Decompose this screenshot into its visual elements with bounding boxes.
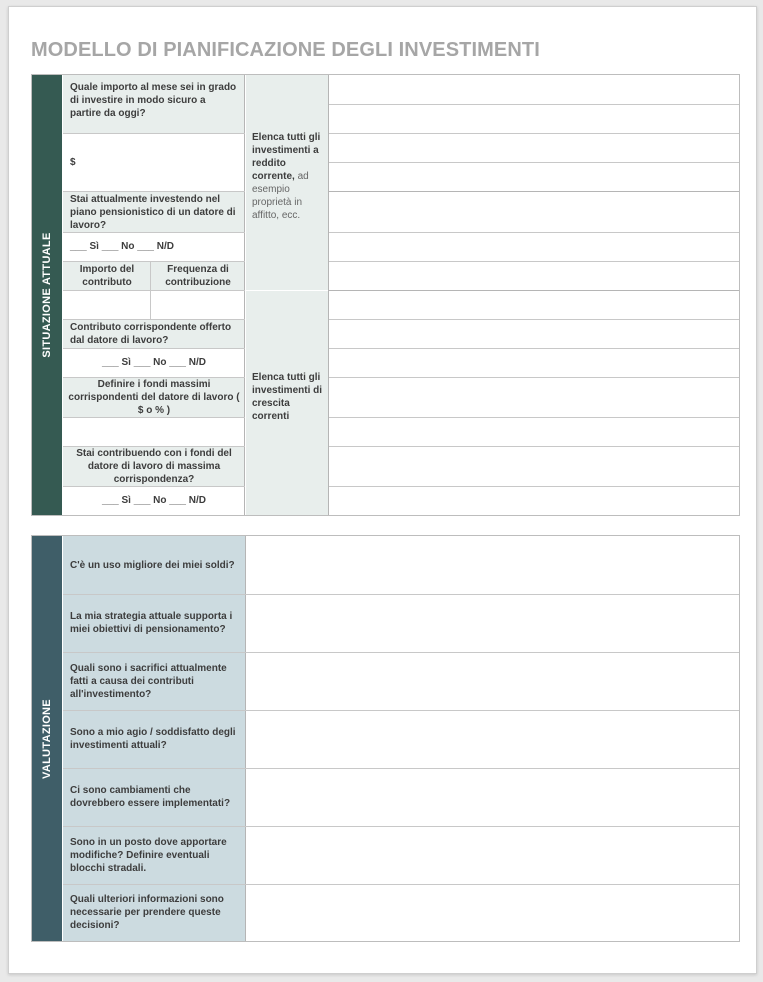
evaluation-answer-1[interactable] (246, 536, 739, 594)
page-title: MODELLO DI PIANIFICAZIONE DEGLI INVESTIMENTI (31, 39, 540, 61)
contribution-amount-header: Importo del contributo (63, 261, 151, 290)
employer-match-answer[interactable]: ___ Sì ___ No ___ N/D (63, 348, 245, 377)
evaluation-question-2: La mia strategia attuale supporta i miei obiettivi di pensionamento? (63, 594, 245, 652)
evaluation-answer-4[interactable] (246, 710, 739, 768)
employer-match-question: Contributo corrispondente offerto dal datore di lavoro? (63, 319, 245, 348)
growth-investment-row-1[interactable] (329, 290, 739, 319)
max-match-funds-field[interactable] (63, 417, 245, 446)
income-investment-row-2[interactable] (329, 104, 739, 133)
evaluation-answer-2[interactable] (246, 594, 739, 652)
growth-investment-row-5[interactable] (329, 417, 739, 446)
max-match-contribution-question: Stai contribuendo con i fondi del datore di lavoro di massima corrispondenza? (63, 446, 245, 486)
max-match-funds-question: Definire i fondi massimi corrispondenti del datore di lavoro ( $ o % ) (63, 377, 245, 417)
evaluation-answer-6[interactable] (246, 826, 739, 884)
income-investment-row-6[interactable] (329, 232, 739, 261)
monthly-amount-question: Quale importo al mese sei in grado di investire in modo sicuro a partire da oggi? (63, 75, 245, 133)
growth-investment-row-2[interactable] (329, 319, 739, 348)
evaluation-question-4: Sono a mio agio / soddisfatto degli investimenti attuali? (63, 710, 245, 768)
evaluation-side-label: VALUTAZIONE (32, 536, 62, 941)
evaluation-answer-7[interactable] (246, 884, 739, 941)
pension-plan-answer[interactable]: ___ Sì ___ No ___ N/D (63, 232, 245, 261)
growth-investments-label: Elenca tutti gli investimenti di crescita correnti (246, 291, 328, 515)
evaluation-question-6: Sono in un posto dove apportare modifiche? Definire eventuali blocchi stradali. (63, 826, 245, 884)
growth-investment-row-4[interactable] (329, 377, 739, 417)
current-situation-section (31, 74, 740, 516)
income-investment-row-7[interactable] (329, 261, 739, 290)
contribution-frequency-header: Frequenza di contribuzione (151, 261, 245, 290)
income-investment-row-1[interactable] (329, 75, 739, 104)
document-page (8, 6, 757, 974)
contribution-amount-field[interactable] (63, 290, 151, 319)
current-situation-side-label: SITUAZIONE ATTUALE (32, 75, 62, 515)
max-match-contribution-answer[interactable]: ___ Sì ___ No ___ N/D (63, 486, 245, 515)
column-divider (244, 75, 245, 515)
evaluation-section (31, 535, 740, 942)
evaluation-answer-3[interactable] (246, 652, 739, 710)
contribution-frequency-field[interactable] (151, 290, 245, 319)
growth-investment-row-6[interactable] (329, 446, 739, 486)
evaluation-question-7: Quali ulteriori informazioni sono necessarie per prendere queste decisioni? (63, 884, 245, 941)
evaluation-question-3: Quali sono i sacrifici attualmente fatti a causa dei contributi all'investimento? (63, 652, 245, 710)
evaluation-question-1: C'è un uso migliore dei miei soldi? (63, 536, 245, 594)
pension-plan-question: Stai attualmente investendo nel piano pensionistico di un datore di lavoro? (63, 191, 245, 232)
income-investment-row-4[interactable] (329, 162, 739, 191)
evaluation-question-5: Ci sono cambiamenti che dovrebbero essere implementati? (63, 768, 245, 826)
growth-investment-row-7[interactable] (329, 486, 739, 515)
income-investments-label: Elenca tutti gli investimenti a reddito corrente, ad esempio proprietà in affitto, ecc. (246, 75, 328, 290)
growth-investment-row-3[interactable] (329, 348, 739, 377)
monthly-amount-field[interactable] (63, 133, 245, 191)
currency-sign: $ (70, 156, 76, 168)
income-investment-row-3[interactable] (329, 133, 739, 162)
income-investment-row-5[interactable] (329, 191, 739, 232)
evaluation-answer-5[interactable] (246, 768, 739, 826)
